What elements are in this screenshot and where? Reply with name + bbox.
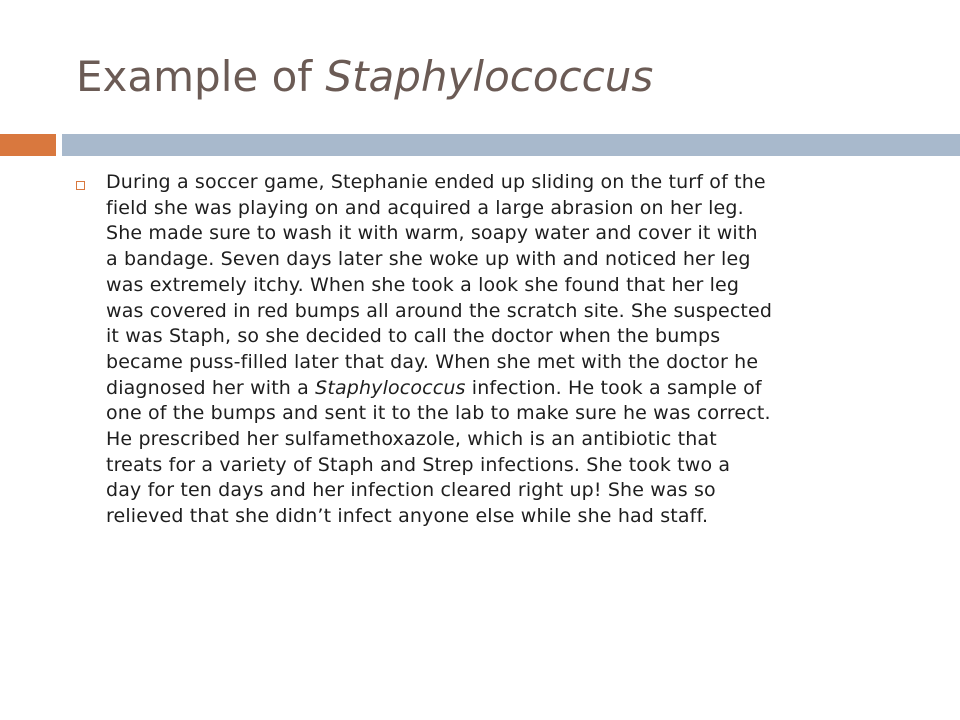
line-text-post: infection. He took a sample of (465, 376, 762, 399)
paragraph-line (106, 376, 926, 402)
accent-bar-blue (62, 134, 960, 156)
paragraph-line: it was Staph, so she decided to call the doctor when the bumps (106, 325, 721, 348)
paragraph-line: field she was playing on and acquired a large abrasion on her leg. (106, 196, 744, 219)
paragraph-line: day for ten days and her infection cleared right up! She was so (106, 479, 716, 502)
slide-title-plain: Example of (76, 52, 326, 101)
paragraph-line: During a soccer game, Stephanie ended up sliding on the turf of the (106, 171, 766, 193)
paragraph-line: treats for a variety of Staph and Strep infections. She took two a (106, 453, 731, 476)
bullet-paragraph (106, 170, 926, 530)
paragraph-line: a bandage. Seven days later she woke up with and noticed her leg (106, 248, 751, 271)
paragraph-line: He prescribed her sulfamethoxazole, which is an antibiotic that (106, 428, 717, 451)
paragraph-line: was covered in red bumps all around the scratch site. She suspected (106, 299, 773, 322)
paragraph-line: was extremely itchy. When she took a look she found that her leg (106, 273, 740, 296)
paragraph-line: She made sure to wash it with warm, soapy water and cover it with (106, 222, 758, 245)
paragraph-line: one of the bumps and sent it to the lab to make sure he was correct. (106, 402, 771, 425)
paragraph-line: became puss-filled later that day. When she met with the doctor he (106, 350, 759, 373)
accent-bar-orange (0, 134, 56, 156)
slide-title (76, 50, 653, 104)
paragraph-line: relieved that she didn’t infect anyone else while she had staff. (106, 505, 709, 528)
line-text-pre: diagnosed her with a (106, 376, 316, 399)
line-text-italic: Staphylococcus (315, 376, 466, 399)
hollow-square-bullet-icon (76, 181, 85, 190)
slide-title-italic: Staphylococcus (325, 52, 654, 101)
